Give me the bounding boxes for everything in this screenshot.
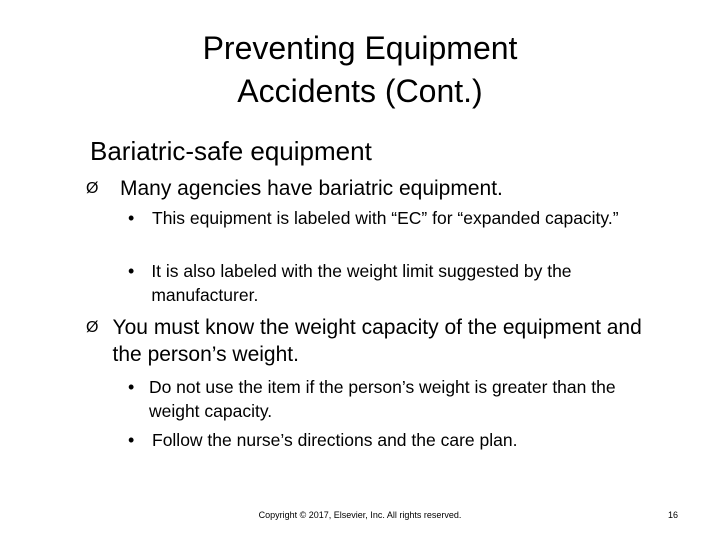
- level2-item-2: [86, 314, 676, 368]
- level3-text-2-2: Follow the nurse’s directions and the care plan.: [152, 430, 518, 450]
- level2-text-2: You must know the weight capacity of the equipment and the person’s weight.: [112, 316, 642, 366]
- dot-bullet-icon: •: [128, 377, 135, 397]
- level3-text-1-2: It is also labeled with the weight limit suggested by the manufacturer.: [151, 261, 572, 305]
- copyright-footer: Copyright © 2017, Elsevier, Inc. All rights reserved.: [258, 510, 462, 520]
- level3-text-1-1: This equipment is labeled with “EC” for “expanded capacity.”: [152, 208, 619, 228]
- level3-item-2-2: [128, 428, 668, 452]
- level3-text-2-1: Do not use the item if the person’s weight is greater than the weight capacity.: [148, 377, 616, 421]
- wingding-bullet-icon: [40, 135, 90, 137]
- level2-item-1: [86, 175, 676, 202]
- page-number: 16: [667, 510, 678, 520]
- level1-text: Bariatric-safe equipment: [90, 136, 372, 166]
- arrow-bullet-icon: Ø: [86, 180, 99, 197]
- dot-bullet-icon: •: [128, 261, 135, 281]
- dot-bullet-icon: •: [128, 208, 135, 228]
- level2-text-1: Many agencies have bariatric equipment.: [120, 177, 503, 200]
- level3-item-1-1: [128, 206, 668, 230]
- slide-title: [0, 27, 720, 113]
- slide-title-line-1: Preventing Equipment: [202, 30, 518, 66]
- level3-item-2-1: [128, 375, 668, 423]
- arrow-bullet-icon: Ø: [86, 319, 99, 336]
- level3-item-1-2: [128, 259, 668, 307]
- level1-bullet-item: [40, 135, 372, 167]
- slide-title-line-2: Accidents (Cont.): [237, 73, 483, 109]
- dot-bullet-icon: •: [128, 430, 135, 450]
